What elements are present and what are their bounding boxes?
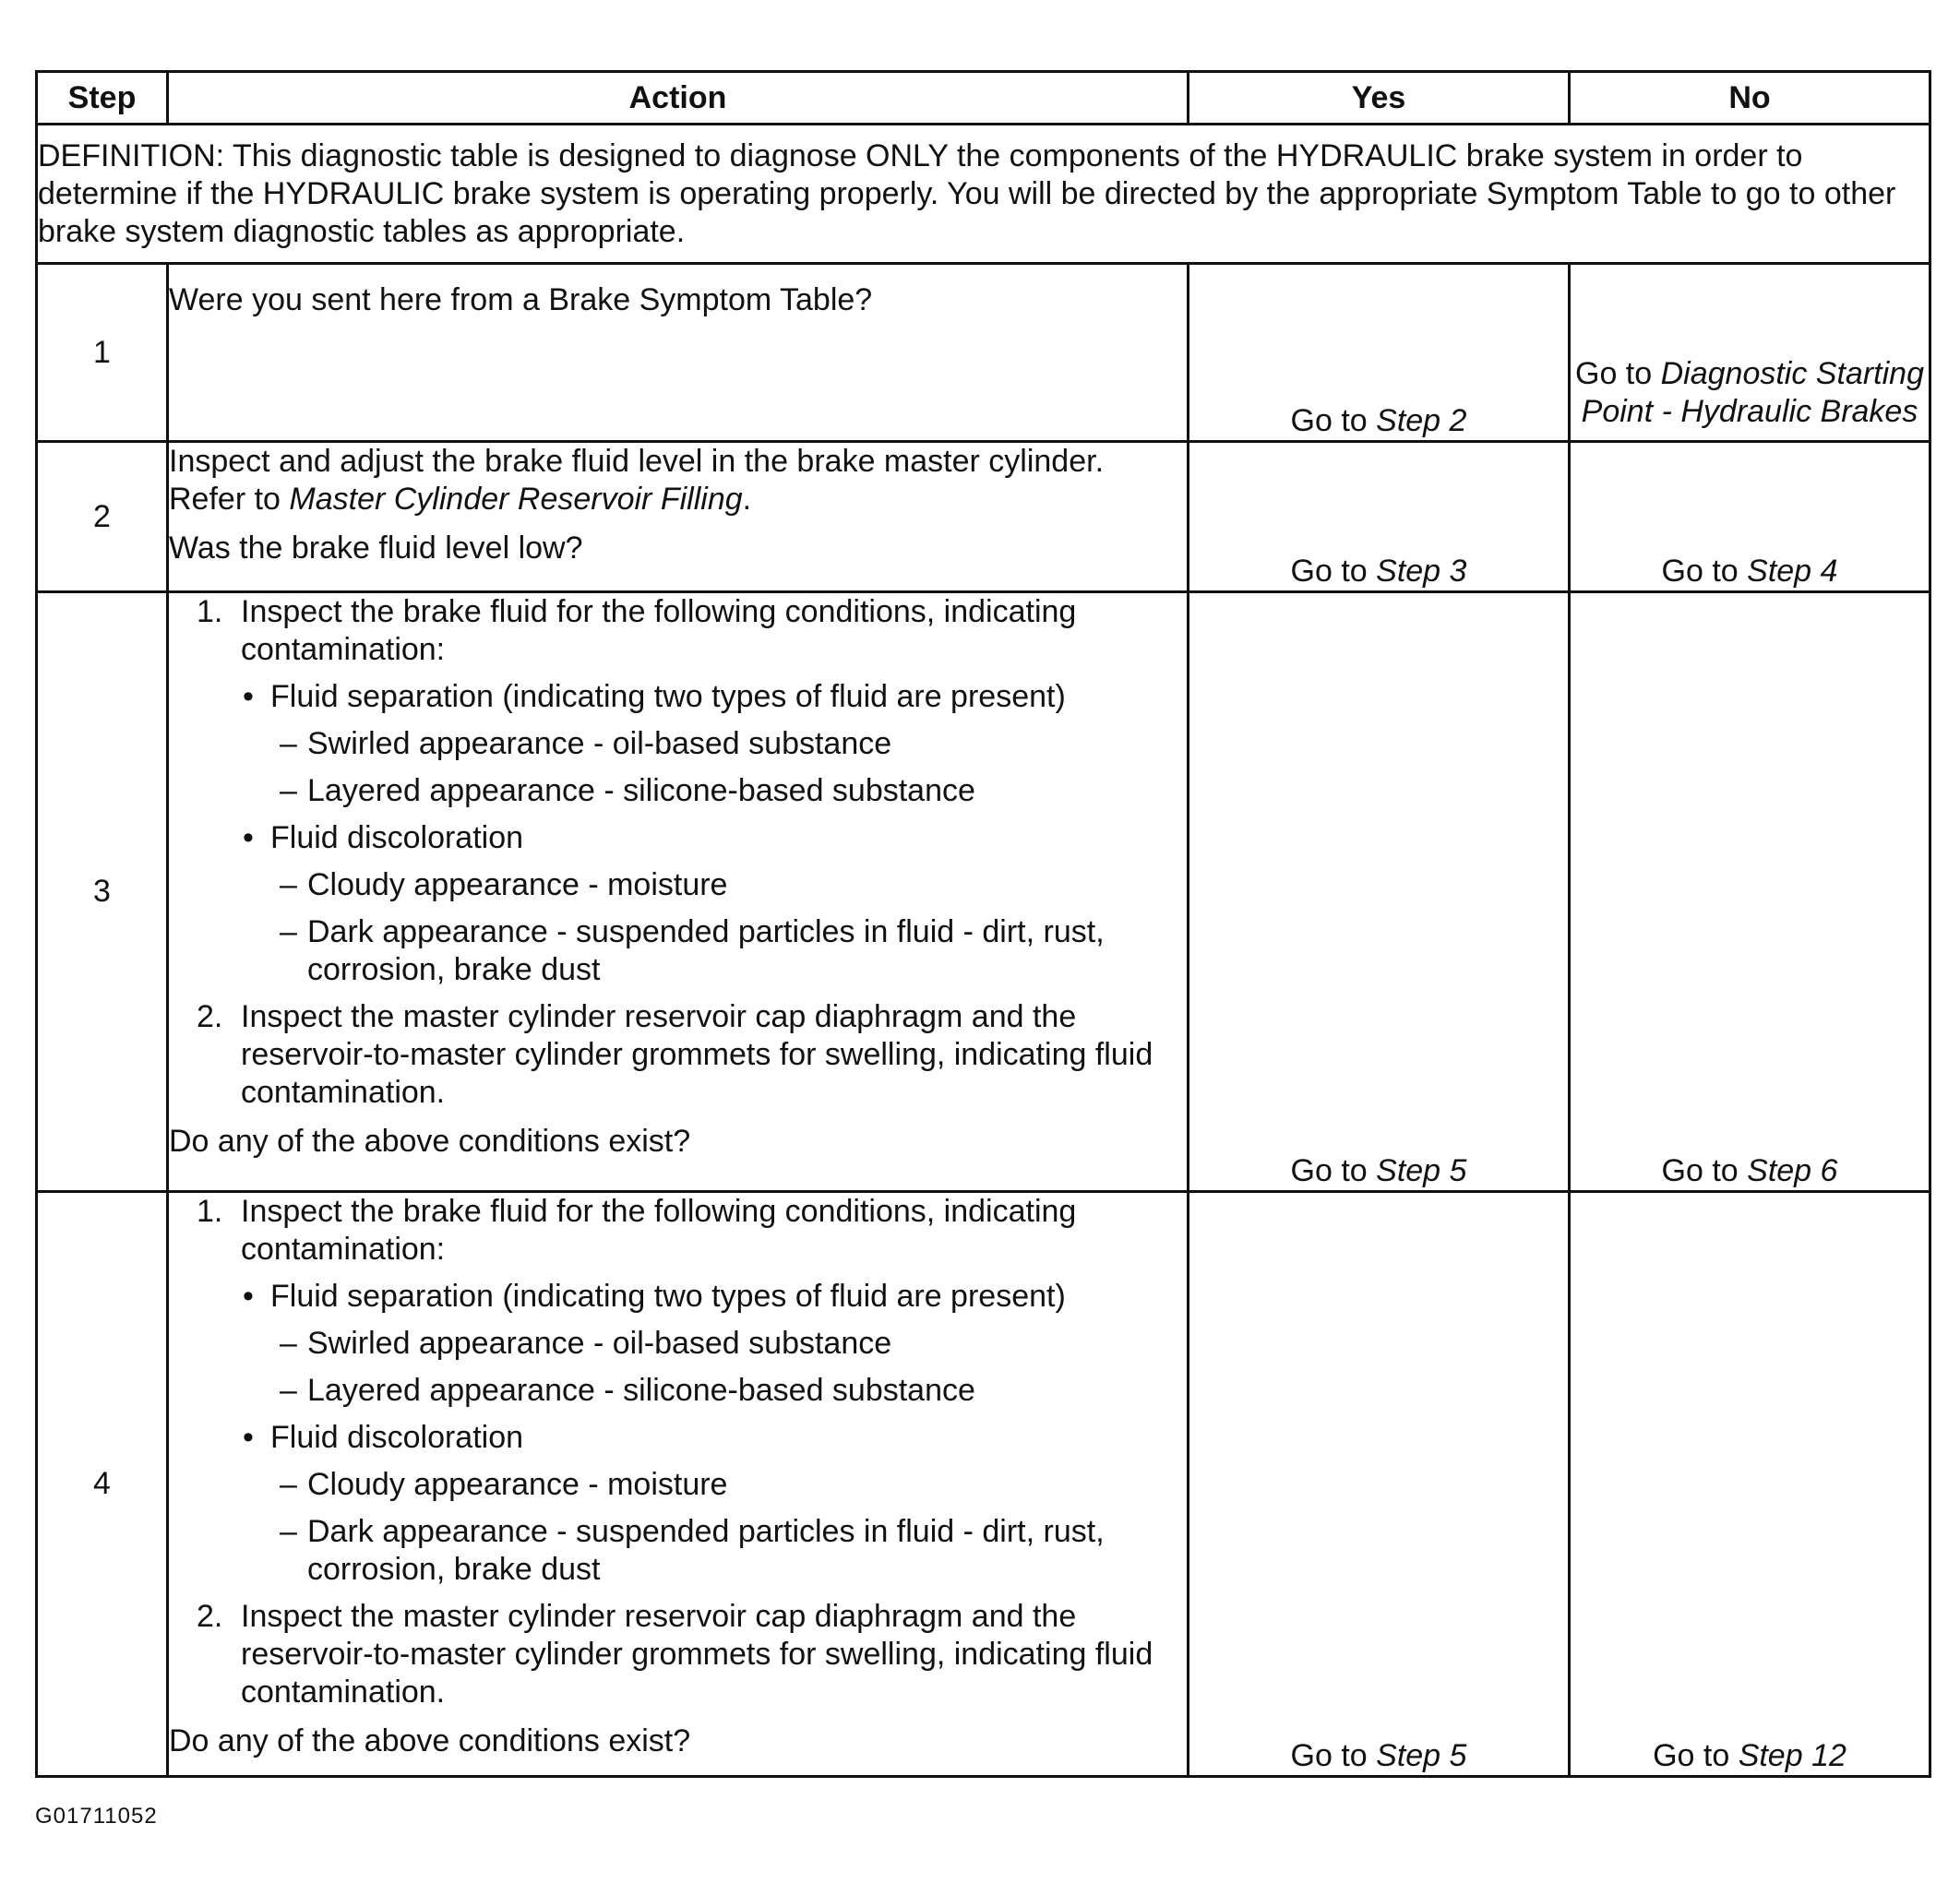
definition-text: DEFINITION: This diagnostic table is designed to diagnose ONLY the components of the HYDRAULIC brake system in order to determine if the HYDRAULIC brake system is operating properly. You will be directed by the appropriate Symptom Table to go to other brake system diagnostic tables as appropriate. — [37, 125, 1930, 264]
diagnostic-document — [35, 70, 1929, 1778]
bullet-item — [243, 1278, 1187, 1316]
yes-cell — [1189, 442, 1570, 592]
no-prefix: Go to — [1653, 1738, 1739, 1773]
dash-item — [280, 913, 1187, 989]
dash-item — [280, 1325, 1187, 1363]
bullet-item — [243, 819, 1187, 857]
table-row — [37, 592, 1930, 1192]
yes-cell — [1189, 592, 1570, 1192]
no-cell — [1570, 442, 1930, 592]
numbered-item — [197, 593, 1187, 669]
dash-mark: – — [280, 1514, 297, 1549]
action-cell — [168, 1192, 1189, 1777]
no-prefix: Go to — [1661, 1153, 1748, 1188]
action-cell — [168, 592, 1189, 1192]
dash-mark: – — [280, 1373, 297, 1408]
item-number: 2. — [197, 1599, 223, 1634]
action-end: . — [742, 482, 752, 517]
no-step-link[interactable]: Step 4 — [1747, 554, 1838, 589]
diagnostic-table — [35, 70, 1931, 1778]
dash-item — [280, 1466, 1187, 1504]
bullet-text: Fluid separation (indicating two types of fluid are present) — [270, 1279, 1066, 1314]
yes-prefix: Go to — [1290, 554, 1377, 589]
action-question: Was the brake fluid level low? — [169, 530, 583, 566]
header-action: Action — [168, 72, 1189, 125]
bullet-mark: • — [243, 679, 254, 714]
item-text: Inspect the brake fluid for the following conditions, indicating contamination: — [241, 1194, 1077, 1267]
bullet-text: Fluid discoloration — [270, 820, 524, 855]
dash-mark: – — [280, 726, 297, 761]
yes-prefix: Go to — [1290, 1738, 1377, 1773]
no-cell — [1570, 592, 1930, 1192]
header-step: Step — [37, 72, 168, 125]
item-text: Inspect the brake fluid for the following conditions, indicating contamination: — [241, 594, 1077, 667]
item-text: Inspect the master cylinder reservoir cap diaphragm and the reservoir-to-master cylinder grommets for swelling, indicating fluid contamination. — [241, 999, 1153, 1110]
yes-prefix: Go to — [1290, 403, 1377, 438]
bullet-item — [243, 1419, 1187, 1457]
item-number: 1. — [197, 1194, 223, 1229]
action-cell — [168, 442, 1189, 592]
bullet-mark: • — [243, 1279, 254, 1314]
action-text: Inspect and adjust the brake fluid level in the brake master cylinder. Refer to — [169, 444, 1105, 517]
dash-text: Cloudy appearance - moisture — [307, 867, 728, 902]
dash-item — [280, 772, 1187, 810]
bullet-mark: • — [243, 820, 254, 855]
dash-text: Cloudy appearance - moisture — [307, 1467, 728, 1502]
no-step-link[interactable]: Step 6 — [1747, 1153, 1838, 1188]
dash-item — [280, 1513, 1187, 1589]
action-question: Do any of the above conditions exist? — [169, 1723, 691, 1758]
dash-text: Dark appearance - suspended particles in fluid - dirt, rust, corrosion, brake dust — [307, 1514, 1105, 1587]
action-cell — [168, 264, 1189, 442]
no-cell — [1570, 264, 1930, 442]
header-row — [37, 72, 1930, 125]
figure-id: G01711052 — [35, 1804, 158, 1829]
item-number: 1. — [197, 594, 223, 629]
dash-text: Layered appearance - silicone-based substance — [307, 773, 975, 808]
dash-text: Swirled appearance - oil-based substance — [307, 726, 892, 761]
yes-step-link[interactable]: Step 5 — [1376, 1153, 1467, 1188]
action-question: Do any of the above conditions exist? — [169, 1124, 691, 1159]
bullet-text: Fluid discoloration — [270, 1420, 524, 1455]
step-number: 3 — [37, 592, 168, 1192]
dash-item — [280, 866, 1187, 904]
bullet-mark: • — [243, 1420, 254, 1455]
dash-item — [280, 725, 1187, 763]
action-instruction — [169, 443, 1187, 518]
yes-prefix: Go to — [1290, 1153, 1377, 1188]
bullet-item — [243, 678, 1187, 716]
yes-cell — [1189, 264, 1570, 442]
no-prefix: Go to — [1575, 356, 1661, 391]
bullet-text: Fluid separation (indicating two types of fluid are present) — [270, 679, 1066, 714]
dash-mark: – — [280, 914, 297, 949]
step-number: 1 — [37, 264, 168, 442]
dash-text: Dark appearance - suspended particles in fluid - dirt, rust, corrosion, brake dust — [307, 914, 1105, 987]
numbered-item — [197, 998, 1187, 1112]
dash-text: Swirled appearance - oil-based substance — [307, 1326, 892, 1361]
numbered-item — [197, 1598, 1187, 1711]
header-yes: Yes — [1189, 72, 1570, 125]
table-row — [37, 442, 1930, 592]
action-question: Were you sent here from a Brake Symptom Table? — [169, 282, 873, 317]
numbered-item — [197, 1193, 1187, 1269]
dash-text: Layered appearance - silicone-based substance — [307, 1373, 975, 1408]
dash-item — [280, 1372, 1187, 1410]
step-number: 4 — [37, 1192, 168, 1777]
item-text: Inspect the master cylinder reservoir cap diaphragm and the reservoir-to-master cylinder grommets for swelling, indicating fluid contamination. — [241, 1599, 1153, 1710]
dash-mark: – — [280, 1326, 297, 1361]
item-number: 2. — [197, 999, 223, 1034]
dash-mark: – — [280, 773, 297, 808]
no-step-link[interactable]: Diagnostic Starting Point - Hydraulic Brakes — [1581, 356, 1924, 429]
yes-step-link[interactable]: Step 2 — [1376, 403, 1467, 438]
table-row — [37, 264, 1930, 442]
table-row — [37, 1192, 1930, 1777]
yes-step-link[interactable]: Step 3 — [1376, 554, 1467, 589]
header-no: No — [1570, 72, 1930, 125]
definition-row — [37, 125, 1930, 264]
no-prefix: Go to — [1661, 554, 1748, 589]
dash-mark: – — [280, 867, 297, 902]
no-step-link[interactable]: Step 12 — [1738, 1738, 1846, 1773]
step-number: 2 — [37, 442, 168, 592]
yes-cell — [1189, 1192, 1570, 1777]
no-cell — [1570, 1192, 1930, 1777]
dash-mark: – — [280, 1467, 297, 1502]
yes-step-link[interactable]: Step 5 — [1376, 1738, 1467, 1773]
reference-link[interactable]: Master Cylinder Reservoir Filling — [289, 482, 743, 517]
